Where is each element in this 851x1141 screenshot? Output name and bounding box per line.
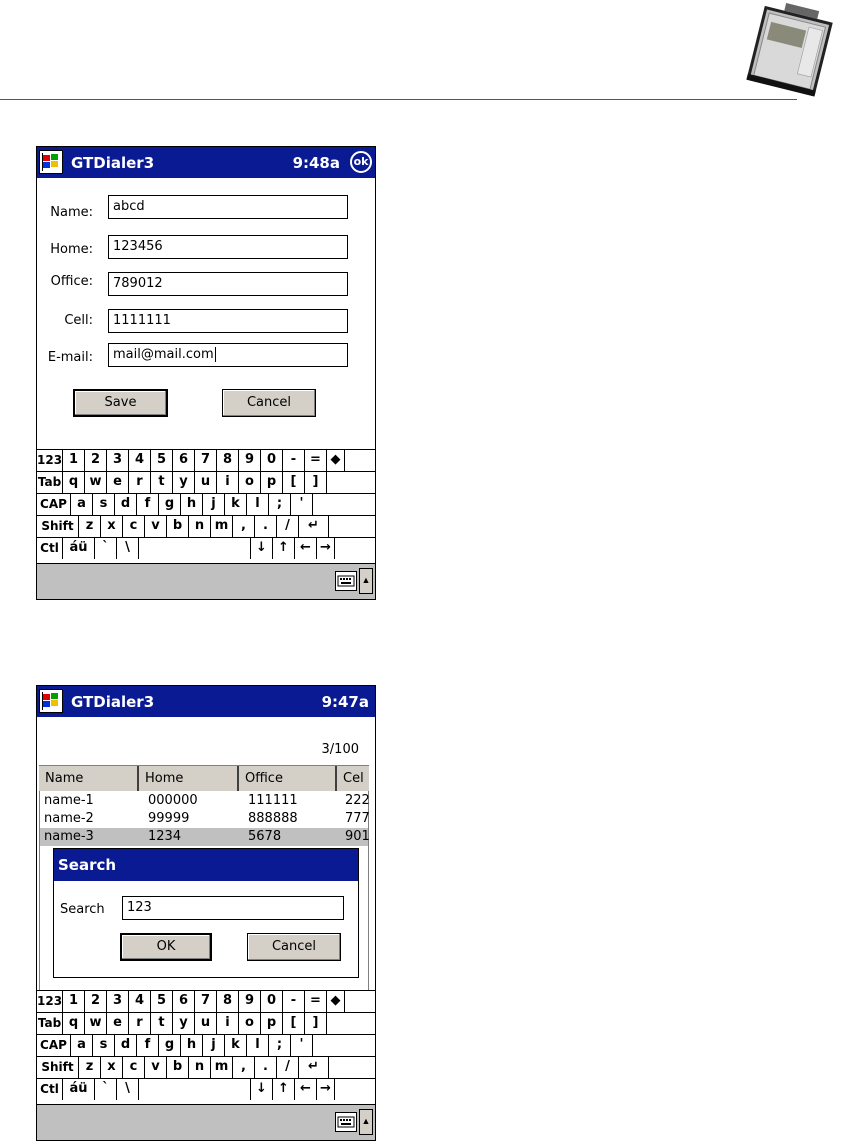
row-name: name-3 xyxy=(44,829,94,844)
app-title: GTDialer3 xyxy=(71,693,155,711)
key-row1-1[interactable]: 1 xyxy=(63,450,85,471)
row-name: name-1 xyxy=(44,793,94,808)
key-row1-5[interactable]: 5 xyxy=(151,991,173,1012)
keyboard-row5 xyxy=(37,1078,375,1100)
key-row2-1[interactable]: q xyxy=(63,1013,85,1034)
key-row2-5[interactable]: t xyxy=(151,1013,173,1034)
row-cell: 222 xyxy=(345,793,370,808)
key-row5-2[interactable]: ` xyxy=(95,1079,117,1100)
key-row1-6[interactable]: 6 xyxy=(173,450,195,471)
key-numeric[interactable]: 123 xyxy=(37,991,63,1012)
key-row5-2[interactable]: ` xyxy=(95,538,117,559)
key-row4-5[interactable]: b xyxy=(167,1057,189,1078)
key-intl[interactable]: áü xyxy=(63,538,95,559)
key-row2-2[interactable]: w xyxy=(85,1013,107,1034)
key-row2-9[interactable]: o xyxy=(239,1013,261,1034)
key-row2-5[interactable]: t xyxy=(151,472,173,493)
key-row2-11[interactable]: [ xyxy=(283,1013,305,1034)
enter-icon[interactable]: ↵ xyxy=(299,516,329,537)
key-row1-8[interactable]: 8 xyxy=(217,450,239,471)
list-row-selected[interactable] xyxy=(40,828,368,846)
key-row2-7[interactable]: u xyxy=(195,472,217,493)
key-row4-8[interactable]: , xyxy=(233,1057,255,1078)
key-row1-4[interactable]: 4 xyxy=(129,450,151,471)
key-row4-2[interactable]: x xyxy=(101,1057,123,1078)
key-row3-4[interactable]: f xyxy=(137,1035,159,1056)
backspace-icon[interactable]: ◆ xyxy=(327,450,345,471)
key-row5-3[interactable]: \ xyxy=(117,1079,139,1100)
key-row1-12[interactable]: = xyxy=(305,450,327,471)
row-office: 888888 xyxy=(248,811,298,826)
key-row3-7[interactable]: j xyxy=(203,494,225,515)
dialog-title: Search xyxy=(54,849,358,881)
key-row3-8[interactable]: k xyxy=(225,494,247,515)
key-row2-12[interactable]: ] xyxy=(305,1013,327,1034)
name-label: Name: xyxy=(50,205,93,220)
search-label: Search xyxy=(60,902,105,917)
column-header-name[interactable]: Name xyxy=(39,766,139,791)
app-title: GTDialer3 xyxy=(71,154,155,172)
key-row1-6[interactable]: 6 xyxy=(173,991,195,1012)
keyboard-row3 xyxy=(37,1034,375,1056)
key-row2-8[interactable]: i xyxy=(217,1013,239,1034)
key-row4-7[interactable]: m xyxy=(211,1057,233,1078)
search-dialog xyxy=(53,848,359,978)
email-field[interactable] xyxy=(108,343,348,367)
key-row1-1[interactable]: 1 xyxy=(63,991,85,1012)
key-row4-1[interactable]: z xyxy=(79,516,101,537)
column-header-home[interactable]: Home xyxy=(139,766,239,791)
row-office: 111111 xyxy=(248,793,298,808)
key-row1-10[interactable]: 0 xyxy=(261,991,283,1012)
key-row2-11[interactable]: [ xyxy=(283,472,305,493)
key-row4-1[interactable]: z xyxy=(79,1057,101,1078)
command-bar xyxy=(37,1104,375,1140)
key-row2-2[interactable]: w xyxy=(85,472,107,493)
pc-card-image xyxy=(735,0,851,100)
keyboard-row4 xyxy=(37,515,375,537)
key-row1-10[interactable]: 0 xyxy=(261,450,283,471)
contact-form-screen xyxy=(36,146,376,600)
soft-keyboard xyxy=(37,990,375,1100)
key-row4-8[interactable]: , xyxy=(233,516,255,537)
key-row3-11[interactable]: ' xyxy=(291,494,313,515)
key-row2-6[interactable]: y xyxy=(173,472,195,493)
key-ctrl[interactable]: Ctl xyxy=(37,1079,63,1100)
right-arrow-icon[interactable]: → xyxy=(317,538,335,559)
right-arrow-icon[interactable]: → xyxy=(317,1079,335,1100)
key-row2-1[interactable]: q xyxy=(63,472,85,493)
key-row2-10[interactable]: p xyxy=(261,472,283,493)
key-row3-4[interactable]: f xyxy=(137,494,159,515)
key-row3-6[interactable]: h xyxy=(181,494,203,515)
key-row1-5[interactable]: 5 xyxy=(151,450,173,471)
keyboard-row1 xyxy=(37,449,375,471)
key-row1-2[interactable]: 2 xyxy=(85,450,107,471)
key-row1-4[interactable]: 4 xyxy=(129,991,151,1012)
row-cell: 901 xyxy=(345,829,370,844)
cell-field[interactable]: 1111111 xyxy=(108,309,348,333)
key-numeric[interactable]: 123 xyxy=(37,450,63,471)
key-row3-5[interactable]: g xyxy=(159,494,181,515)
key-tab[interactable]: Tab xyxy=(37,1013,63,1034)
key-row2-9[interactable]: o xyxy=(239,472,261,493)
up-arrow-key-icon[interactable]: ↑ xyxy=(273,1079,295,1100)
key-intl[interactable]: áü xyxy=(63,1079,95,1100)
key-row3-1[interactable]: a xyxy=(71,494,93,515)
left-arrow-icon[interactable]: ← xyxy=(295,538,317,559)
up-arrow-icon[interactable]: ▲ xyxy=(359,1109,373,1135)
key-row3-9[interactable]: l xyxy=(247,1035,269,1056)
key-row3-7[interactable]: j xyxy=(203,1035,225,1056)
key-row4-3[interactable]: c xyxy=(123,516,145,537)
cell-label: Cell: xyxy=(64,313,93,328)
home-field[interactable]: 123456 xyxy=(108,235,348,259)
list-row[interactable] xyxy=(40,792,368,810)
key-row2-8[interactable]: i xyxy=(217,472,239,493)
key-row3-5[interactable]: g xyxy=(159,1035,181,1056)
key-row3-9[interactable]: l xyxy=(247,494,269,515)
key-row1-9[interactable]: 9 xyxy=(239,450,261,471)
key-row4-6[interactable]: n xyxy=(189,516,211,537)
key-row1-9[interactable]: 9 xyxy=(239,991,261,1012)
keyboard-row2 xyxy=(37,471,375,493)
command-bar xyxy=(37,563,375,599)
keyboard-row4 xyxy=(37,1056,375,1078)
row-home: 000000 xyxy=(148,793,198,808)
down-arrow-icon[interactable]: ↓ xyxy=(251,1079,273,1100)
key-shift[interactable]: Shift xyxy=(37,1057,79,1078)
key-row2-6[interactable]: y xyxy=(173,1013,195,1034)
key-space[interactable] xyxy=(139,538,251,559)
key-space[interactable] xyxy=(139,1079,251,1100)
key-row1-11[interactable]: - xyxy=(283,450,305,471)
clock[interactable]: 9:47a xyxy=(321,693,369,711)
key-row2-7[interactable]: u xyxy=(195,1013,217,1034)
key-row4-9[interactable]: . xyxy=(255,516,277,537)
save-button[interactable]: Save xyxy=(73,389,168,417)
backspace-icon[interactable]: ◆ xyxy=(327,991,345,1012)
home-label: Home: xyxy=(50,242,93,257)
up-arrow-icon[interactable]: ▲ xyxy=(359,568,373,594)
cancel-button[interactable]: Cancel xyxy=(222,389,316,417)
up-arrow-key-icon[interactable]: ↑ xyxy=(273,538,295,559)
row-name: name-2 xyxy=(44,811,94,826)
enter-icon[interactable]: ↵ xyxy=(299,1057,329,1078)
column-header-office[interactable]: Office xyxy=(239,766,337,791)
key-row1-7[interactable]: 7 xyxy=(195,991,217,1012)
key-row2-4[interactable]: r xyxy=(129,472,151,493)
keyboard-icon[interactable] xyxy=(335,571,357,591)
row-home: 1234 xyxy=(148,829,182,844)
key-row2-4[interactable]: r xyxy=(129,1013,151,1034)
cancel-button[interactable]: Cancel xyxy=(247,933,341,961)
key-row4-6[interactable]: n xyxy=(189,1057,211,1078)
contact-list-screen xyxy=(36,685,376,1141)
key-shift[interactable]: Shift xyxy=(37,516,79,537)
row-home: 99999 xyxy=(148,811,190,826)
key-row2-3[interactable]: e xyxy=(107,472,129,493)
title-bar xyxy=(37,147,375,178)
key-row4-4[interactable]: v xyxy=(145,516,167,537)
column-header-cell[interactable]: Cel xyxy=(337,766,369,791)
key-tab[interactable]: Tab xyxy=(37,472,63,493)
key-row1-12[interactable]: = xyxy=(305,991,327,1012)
list-row[interactable] xyxy=(40,810,368,828)
keyboard-row1 xyxy=(37,990,375,1012)
record-counter: 3/100 xyxy=(321,742,359,757)
row-cell: 777 xyxy=(345,811,370,826)
email-value: mail@mail.com xyxy=(113,347,214,362)
name-field[interactable]: abcd xyxy=(108,195,348,219)
email-label: E-mail: xyxy=(47,350,93,365)
ok-button[interactable]: ok xyxy=(350,151,372,173)
office-label: Office: xyxy=(50,274,93,289)
key-caps[interactable]: CAP xyxy=(37,1035,71,1056)
ok-button[interactable]: OK xyxy=(120,933,212,961)
text-caret xyxy=(215,347,216,362)
windows-flag-icon[interactable] xyxy=(39,689,63,713)
clock[interactable]: 9:48a xyxy=(292,154,340,172)
key-row5-3[interactable]: \ xyxy=(117,538,139,559)
key-row4-9[interactable]: . xyxy=(255,1057,277,1078)
down-arrow-icon[interactable]: ↓ xyxy=(251,538,273,559)
key-row3-10[interactable]: ; xyxy=(269,1035,291,1056)
key-row1-2[interactable]: 2 xyxy=(85,991,107,1012)
keyboard-row5 xyxy=(37,537,375,559)
keyboard-icon[interactable] xyxy=(335,1112,357,1132)
key-row2-12[interactable]: ] xyxy=(305,472,327,493)
key-row4-5[interactable]: b xyxy=(167,516,189,537)
key-row1-3[interactable]: 3 xyxy=(107,991,129,1012)
row-office: 5678 xyxy=(248,829,282,844)
key-row1-3[interactable]: 3 xyxy=(107,450,129,471)
key-row4-10[interactable]: / xyxy=(277,516,299,537)
key-row3-2[interactable]: s xyxy=(93,1035,115,1056)
key-row1-7[interactable]: 7 xyxy=(195,450,217,471)
key-row3-3[interactable]: d xyxy=(115,1035,137,1056)
key-row3-8[interactable]: k xyxy=(225,1035,247,1056)
key-row4-3[interactable]: c xyxy=(123,1057,145,1078)
key-row2-10[interactable]: p xyxy=(261,1013,283,1034)
header-rule xyxy=(0,99,797,100)
key-ctrl[interactable]: Ctl xyxy=(37,538,63,559)
search-input[interactable]: 123 xyxy=(122,896,344,920)
left-arrow-icon[interactable]: ← xyxy=(295,1079,317,1100)
key-row1-11[interactable]: - xyxy=(283,991,305,1012)
key-row3-2[interactable]: s xyxy=(93,494,115,515)
keyboard-row2 xyxy=(37,1012,375,1034)
key-row3-10[interactable]: ; xyxy=(269,494,291,515)
key-caps[interactable]: CAP xyxy=(37,494,71,515)
windows-flag-icon[interactable] xyxy=(39,150,63,174)
key-row4-2[interactable]: x xyxy=(101,516,123,537)
key-row4-7[interactable]: m xyxy=(211,516,233,537)
office-field[interactable]: 789012 xyxy=(108,272,348,296)
key-row3-3[interactable]: d xyxy=(115,494,137,515)
key-row3-11[interactable]: ' xyxy=(291,1035,313,1056)
key-row3-6[interactable]: h xyxy=(181,1035,203,1056)
key-row2-3[interactable]: e xyxy=(107,1013,129,1034)
key-row3-1[interactable]: a xyxy=(71,1035,93,1056)
key-row4-10[interactable]: / xyxy=(277,1057,299,1078)
keyboard-row3 xyxy=(37,493,375,515)
title-bar xyxy=(37,686,375,717)
list-header xyxy=(39,765,369,792)
soft-keyboard xyxy=(37,449,375,559)
key-row1-8[interactable]: 8 xyxy=(217,991,239,1012)
key-row4-4[interactable]: v xyxy=(145,1057,167,1078)
